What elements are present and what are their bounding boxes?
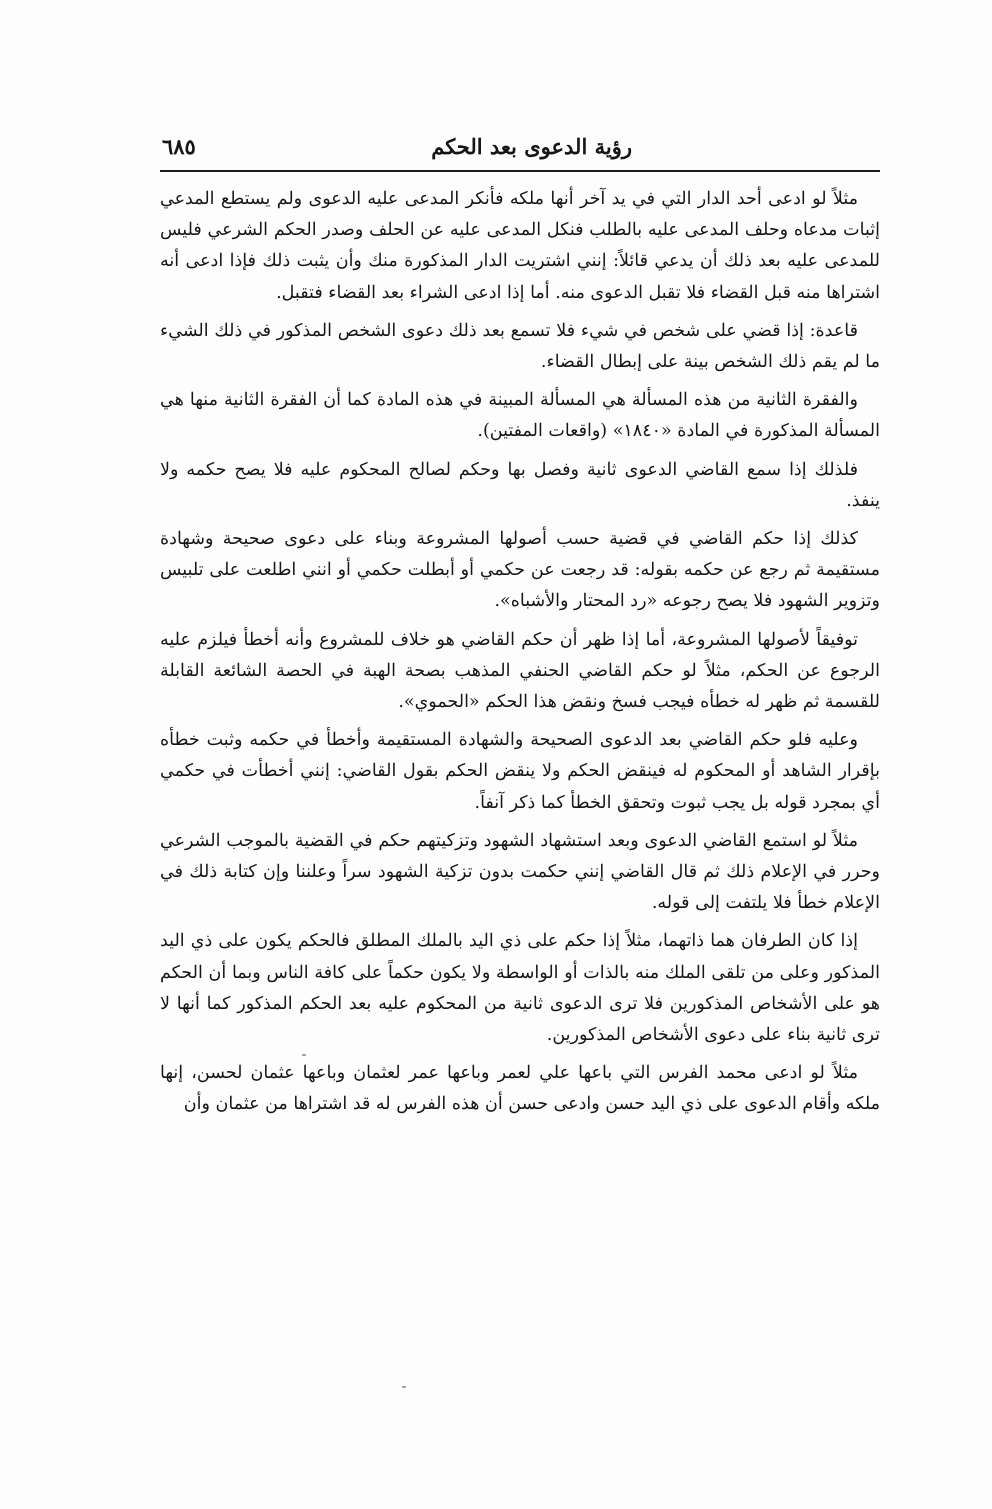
page-header — [160, 128, 880, 168]
paragraph: وعليه فلو حكم القاضي بعد الدعوى الصحيحة والشهادة المستقيمة وأخطأ في حكمه وثبت خطأه بإقرار الشاهد أو المحكوم له فينقض الحكم ولا ينقض الحكم بقول القاضي: إنني أخطأت في حكمي أي بمجرد قوله بل يجب ثبوت وتحقق الخطأ كما ذكر آنفاً. — [160, 730, 880, 813]
paragraph: توفيقاً لأصولها المشروعة، أما إذا ظهر أن حكم القاضي هو خلاف للمشروع وأنه أخطأ فيلزم عليه الرجوع عن الحكم، مثلاً لو حكم القاضي الحنفي المذهب بصحة الهبة في الحصة الشائعة القابلة للقسمة ثم ظهر له خطأه فيجب فسخ ونقض هذا الحكم «الحموي». — [160, 629, 880, 713]
paragraph: مثلاً لو ادعى محمد الفرس التي باعها علي لعمر وباعها عمر لعثمان وباعها عثمان لحسن، إنها ملكه وأقام الدعوى على ذي اليد حسن وادعى حسن أن هذه الفرس له قد اشتراها من عثمان وأن — [160, 1063, 880, 1115]
paragraph: كذلك إذا حكم القاضي في قضية حسب أصولها المشروعة وبناء على دعوى صحيحة وشهادة مستقيمة ثم رجع عن حكمه بقوله: قد رجعت عن حكمي أو أبطلت حكمي أو انني اطلعت على تلبيس وتزوير الشهود فلا يصح رجوعه «رد المحتار والأشباه». — [160, 529, 880, 612]
running-title: رؤية الدعوى بعد الحكم — [431, 134, 632, 159]
scan-speck — [402, 1386, 406, 1388]
paragraph: مثلاً لو استمع القاضي الدعوى وبعد استشهاد الشهود وتزكيتهم حكم في القضية بالموجب الشرعي وحرر في الإعلام ذلك ثم قال القاضي إنني حكمت بدون تزكية الشهود سراً وعلننا وإن كتابة ذلك في الإعلام خطأ فلا يلتفت إلى قوله. — [160, 830, 880, 914]
paragraph: والفقرة الثانية من هذه المسألة هي المسألة المبينة في هذه المادة كما أن الفقرة الثانية منها هي المسألة المذكورة في المادة «١٨٤٠» (واقعات المفتين). — [160, 390, 880, 442]
paragraph: مثلاً لو ادعى أحد الدار التي في يد آخر أنها ملكه فأنكر المدعى عليه الدعوى ولم يستطع المدعي إثبات مدعاه وحلف المدعى عليه بالطلب فنكل المدعى عليه عن الحلف وصدر الحكم الشرعي فليس للمدعى عليه بعد ذلك أن يدعي قائلاً: إنني اشتريت الدار المذكورة منك وأن يثبت ذلك فإذا ادعى أنه اشتراها منه قبل القضاء فلا تقبل الدعوى منه. أما إذا ادعى الشراء بعد القضاء فتقبل. — [160, 189, 880, 303]
paragraph: قاعدة: إذا قضي على شخص في شيء فلا تسمع بعد ذلك دعوى الشخص المذكور في ذلك الشيء ما لم يقم ذلك الشخص بينة على إبطال القضاء. — [160, 320, 880, 373]
header-rule — [160, 170, 880, 172]
body-text — [160, 184, 880, 1128]
paragraph: فلذلك إذا سمع القاضي الدعوى ثانية وفصل بها وحكم لصالح المحكوم عليه فلا يصح حكمه ولا ينفذ. — [160, 459, 880, 511]
paragraph: إذا كان الطرفان هما ذاتهما، مثلاً إذا حكم على ذي اليد بالملك المطلق فالحكم يكون على ذي اليد المذكور وعلى من تلقى الملك منه بالذات أو الواسطة ولا يكون حكماً على كافة الناس وبما أن الحكم هو على الأشخاص المذكورين فلا ترى الدعوى ثانية من المحكوم عليه بعد الحكم المذكور كما أنها لا ترى ثانية بناء على دعوى الأشخاص المذكورين. — [160, 931, 880, 1046]
page-number: ٦٨٥ — [162, 134, 196, 159]
scan-speck — [302, 1054, 306, 1056]
